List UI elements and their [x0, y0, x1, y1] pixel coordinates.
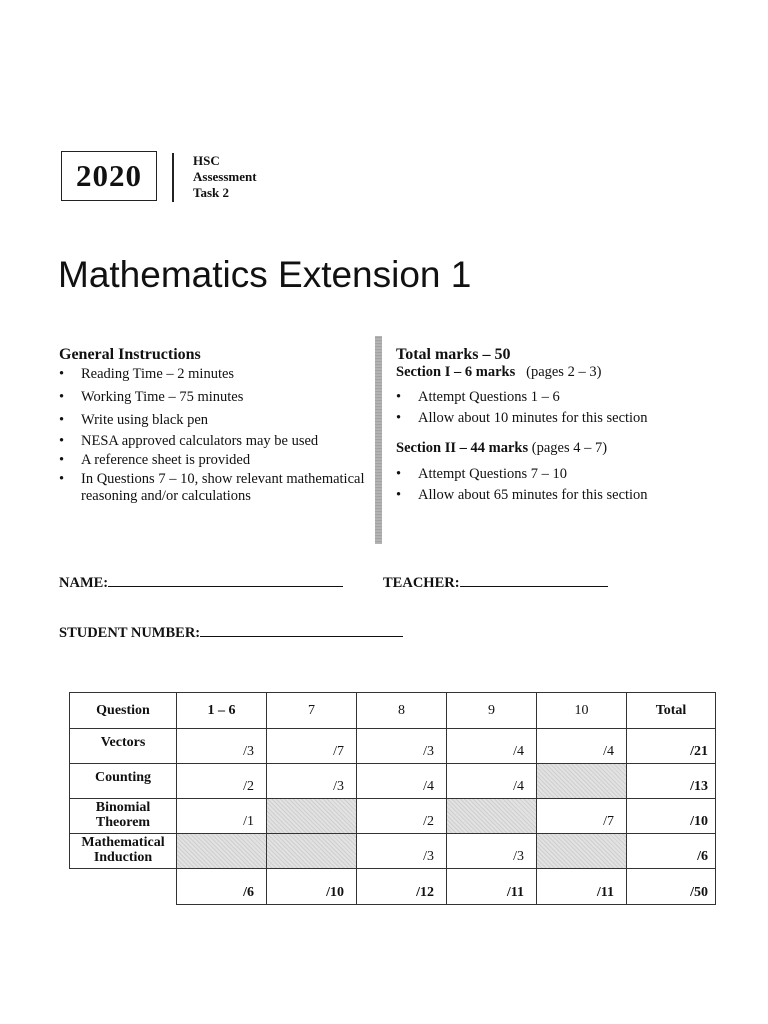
row-label: Binomial Theorem [70, 799, 177, 834]
section-1-list [396, 389, 736, 431]
table-row [70, 799, 716, 834]
section-2-line [396, 440, 607, 457]
shaded-cell [267, 799, 357, 834]
student-number-field[interactable] [59, 624, 403, 642]
instruction-item: • A reference sheet is provided [59, 452, 369, 469]
instruction-item: • Reading Time – 2 minutes [59, 366, 369, 383]
mark-cell: /3 [447, 834, 537, 869]
mark-cell: /3 [177, 729, 267, 764]
section-1-line [396, 364, 601, 381]
sum-cell: /11 [537, 869, 627, 905]
section-1-pages: (pages 2 – 3) [526, 364, 602, 380]
shaded-cell [537, 834, 627, 869]
header-divider [172, 153, 174, 202]
shaded-cell [537, 764, 627, 799]
section-2-pages: (pages 4 – 7) [531, 440, 608, 456]
exam-line-task: Task 2 [193, 185, 230, 200]
header-cell: 8 [357, 693, 447, 729]
exam-type-block [193, 153, 257, 201]
general-instructions-heading: General Instructions [59, 346, 201, 363]
section-2-list [396, 466, 736, 508]
row-total: /6 [627, 834, 716, 869]
year-label: 2020 [76, 158, 142, 193]
student-number-line[interactable] [200, 624, 403, 637]
shaded-divider [375, 336, 382, 544]
instruction-item: • Working Time – 75 minutes [59, 389, 369, 406]
section-1-title: Section I – 6 marks [396, 364, 516, 380]
header-cell: 9 [447, 693, 537, 729]
section-2-item: • Allow about 65 minutes for this section [396, 487, 736, 504]
header-cell: 1 – 6 [177, 693, 267, 729]
shaded-cell [447, 799, 537, 834]
mark-cell: /7 [267, 729, 357, 764]
header-cell: 7 [267, 693, 357, 729]
mark-cell: /4 [357, 764, 447, 799]
mark-cell: /4 [537, 729, 627, 764]
teacher-label: TEACHER: [383, 575, 460, 591]
instruction-item: • NESA approved calculators may be used [59, 433, 369, 450]
mark-cell: /2 [177, 764, 267, 799]
exam-line-hsc: HSC [193, 153, 220, 168]
sum-cell: /10 [267, 869, 357, 905]
total-marks-heading: Total marks – 50 [396, 346, 511, 363]
mark-cell: /4 [447, 764, 537, 799]
row-total: /10 [627, 799, 716, 834]
section-2-title: Section II – 44 marks [396, 440, 529, 456]
table-row [70, 729, 716, 764]
grand-total: /50 [627, 869, 716, 905]
table-header-row [70, 693, 716, 729]
table-sum-row [70, 869, 716, 905]
mark-cell: /7 [537, 799, 627, 834]
table-row [70, 764, 716, 799]
row-label: Vectors [70, 729, 177, 764]
mark-cell: /3 [267, 764, 357, 799]
section-1-item: • Allow about 10 minutes for this section [396, 410, 736, 427]
page-title: Mathematics Extension 1 [58, 254, 472, 295]
mark-cell: /1 [177, 799, 267, 834]
mark-cell: /4 [447, 729, 537, 764]
mark-cell: /2 [357, 799, 447, 834]
row-label: Mathematical Induction [70, 834, 177, 869]
name-line[interactable] [108, 574, 343, 587]
shaded-cell [267, 834, 357, 869]
general-instructions-list [59, 366, 369, 509]
section-2-item: • Attempt Questions 7 – 10 [396, 466, 736, 483]
sum-cell: /12 [357, 869, 447, 905]
header-question: Question [70, 693, 177, 729]
empty-cell [70, 869, 177, 905]
instruction-item: • Write using black pen [59, 412, 369, 429]
sum-cell: /6 [177, 869, 267, 905]
teacher-line[interactable] [460, 574, 608, 587]
mark-cell: /3 [357, 834, 447, 869]
teacher-field[interactable] [383, 574, 608, 592]
shaded-cell [177, 834, 267, 869]
name-label: NAME: [59, 575, 109, 591]
marks-table [69, 692, 716, 905]
row-total: /13 [627, 764, 716, 799]
mark-cell: /3 [357, 729, 447, 764]
sum-cell: /11 [447, 869, 537, 905]
row-total: /21 [627, 729, 716, 764]
exam-line-assessment: Assessment [193, 169, 257, 184]
year-box [61, 151, 157, 201]
student-number-label: STUDENT NUMBER: [59, 625, 201, 641]
name-field[interactable] [59, 574, 343, 592]
header-cell: 10 [537, 693, 627, 729]
instruction-item: • In Questions 7 – 10, show relevant mathematical reasoning and/or calculations [59, 471, 369, 505]
table-row [70, 834, 716, 869]
header-total: Total [627, 693, 716, 729]
row-label: Counting [70, 764, 177, 799]
section-1-item: • Attempt Questions 1 – 6 [396, 389, 736, 406]
